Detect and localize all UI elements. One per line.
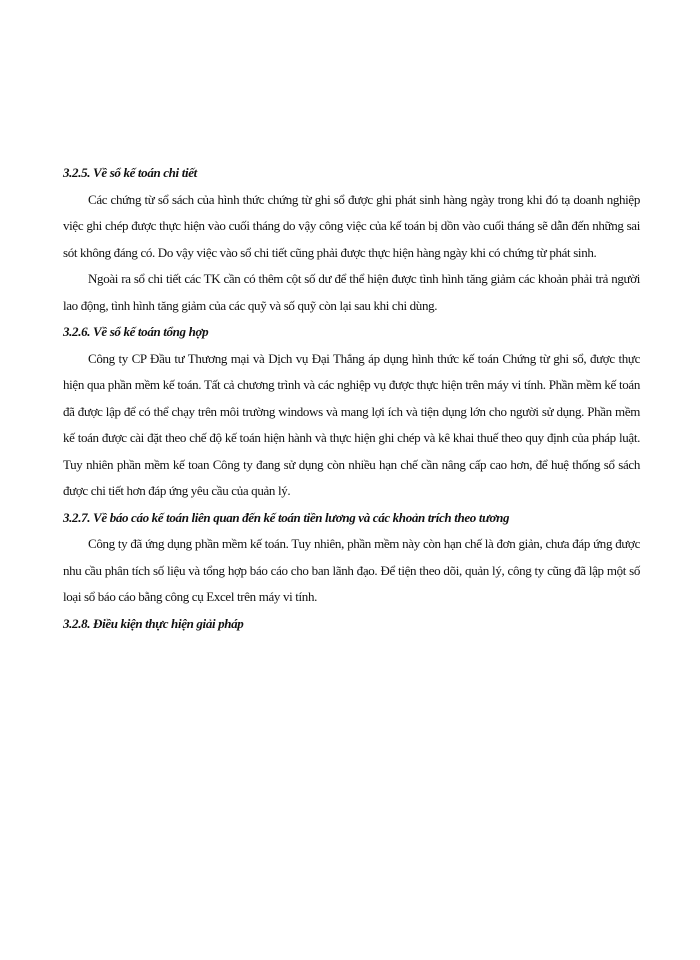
paragraph: Công ty đã ứng dụng phần mềm kế toán. Tuy nhiên, phần mềm này còn hạn chế là đơn giản, chưa đáp ứng được nhu cầu phân tích số liệu và tổng hợp báo cáo cho ban lãnh đạo. Để tiện theo dõi, quản lý, công ty cũng đã lập một số loại sổ báo cáo bằng công cụ Excel trên máy vi tính. bbox=[63, 536, 640, 604]
paragraph: Ngoài ra sổ chi tiết các TK cần có thêm cột số dư để thể hiện được tình hình tăng giảm các khoản phải trả người lao động, tình hình tăng giảm của các quỹ và số quỹ còn lại sau khi chi dùng. bbox=[63, 271, 640, 313]
paragraph: Các chứng từ sổ sách của hình thức chứng từ ghi sổ được ghi phát sinh hàng ngày trong khi đó tạ doanh nghiệp việc ghi chép được thực hiện vào cuối tháng do vậy công việc của kế toán bị dồn vào cuối tháng sẽ dẫn đến những sai sót không đáng có. Do vậy việc vào sổ chi tiết cũng phải được thực hiện hàng ngày khi có chứng từ phát sinh. bbox=[63, 191, 640, 260]
section-3-2-6 bbox=[63, 319, 640, 505]
document-body bbox=[63, 160, 640, 637]
section-3-2-8 bbox=[63, 611, 640, 638]
section-heading: 3.2.8. Điều kiện thực hiện giải pháp bbox=[63, 615, 244, 631]
section-heading: 3.2.7. Về báo cáo kế toán liên quan đến kế toán tiền lương và các khoản trích theo tương bbox=[63, 509, 510, 525]
section-3-2-7 bbox=[63, 505, 640, 611]
section-3-2-5 bbox=[63, 160, 640, 319]
section-heading: 3.2.6. Về sổ kế toán tổng hợp bbox=[63, 324, 209, 339]
paragraph: Công ty CP Đầu tư Thương mại và Dịch vụ Đại Thắng áp dụng hình thức kế toán Chứng từ ghi sổ, được thực hiện qua phần mềm kế toán. Tất cả chương trình và các nghiệp vụ được thực hiện trên máy vi tính. Phần mềm kế toán đã được lập để có thể chạy trên môi trường windows và mang lợi ích và tiện dụng lớn cho người sử dụng. Phần mềm kế toán được cài đặt theo chế độ kế toán hiện hành và thực hiện ghi chép và kê khai thuế theo quy định của pháp luật. Tuy nhiên phần mềm kế toan Công ty đang sử dụng còn nhiều hạn chế cần nâng cấp cao hơn, để huệ thống sổ sách được chi tiết hơn đáp ứng yêu cầu của quản lý. bbox=[63, 350, 640, 498]
section-heading: 3.2.5. Về sổ kế toán chi tiết bbox=[63, 165, 197, 180]
